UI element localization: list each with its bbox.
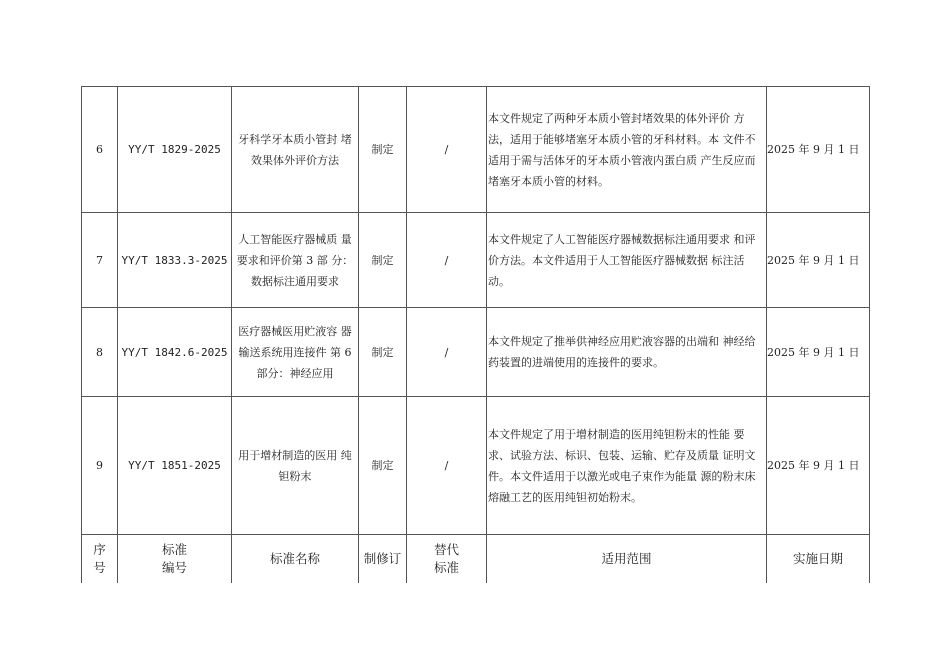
row-index: 6 [82,87,118,213]
replaced-standard: / [407,308,487,397]
table-header-row [82,535,870,583]
table-row [82,87,870,213]
header-replaced: 替代 标准 [407,535,487,583]
effective-date: 2025 年 9 月 1 日 [767,87,870,213]
standard-name: 用于增材制造的医用 纯钽粉末 [232,397,359,535]
row-index: 8 [82,308,118,397]
standards-table [81,86,870,583]
standard-code: YY/T 1851-2025 [118,397,232,535]
scope-text: 本文件规定了两种牙本质小管封堵效果的体外评价 方法，适用于能够堵塞牙本质小管的牙科材料。本 文件不适用于需与活体牙的牙本质小管液内蛋白质 产生反应而堵塞牙本质小管的材料。 [487,87,767,213]
header-type: 制修订 [359,535,407,583]
replaced-standard: / [407,87,487,213]
standard-name: 医疗器械医用贮液容 器输送系统用连接件 第 6 部分：神经应用 [232,308,359,397]
header-index: 序 号 [82,535,118,583]
row-index: 9 [82,397,118,535]
revision-type: 制定 [359,397,407,535]
standard-name: 人工智能医疗器械质 量要求和评价第 3 部 分：数据标注通用要求 [232,213,359,308]
scope-text: 本文件规定了推举供神经应用贮液容器的出端和 神经给药装置的进端使用的连接件的要求。 [487,308,767,397]
table-row [82,213,870,308]
revision-type: 制定 [359,87,407,213]
table-row [82,308,870,397]
replaced-standard: / [407,397,487,535]
standard-code: YY/T 1833.3-2025 [118,213,232,308]
header-name: 标准名称 [232,535,359,583]
table-row [82,397,870,535]
row-index: 7 [82,213,118,308]
replaced-standard: / [407,213,487,308]
header-code: 标准 编号 [118,535,232,583]
scope-text: 本文件规定了用于增材制造的医用纯钽粉末的性能 要求、试验方法、标识、包装、运输、贮存及质量 证明文件。本文件适用于以激光或电子束作为能量 源的粉末床熔融工艺的医用纯钽初始粉末。 [487,397,767,535]
header-date: 实施日期 [767,535,870,583]
effective-date: 2025 年 9 月 1 日 [767,213,870,308]
revision-type: 制定 [359,213,407,308]
standard-code: YY/T 1829-2025 [118,87,232,213]
effective-date: 2025 年 9 月 1 日 [767,397,870,535]
scope-text: 本文件规定了人工智能医疗器械数据标注通用要求 和评价方法。本文件适用于人工智能医疗器械数据 标注活动。 [487,213,767,308]
header-scope: 适用范围 [487,535,767,583]
standard-code: YY/T 1842.6-2025 [118,308,232,397]
effective-date: 2025 年 9 月 1 日 [767,308,870,397]
revision-type: 制定 [359,308,407,397]
standard-name: 牙科学牙本质小管封 堵效果体外评价方法 [232,87,359,213]
